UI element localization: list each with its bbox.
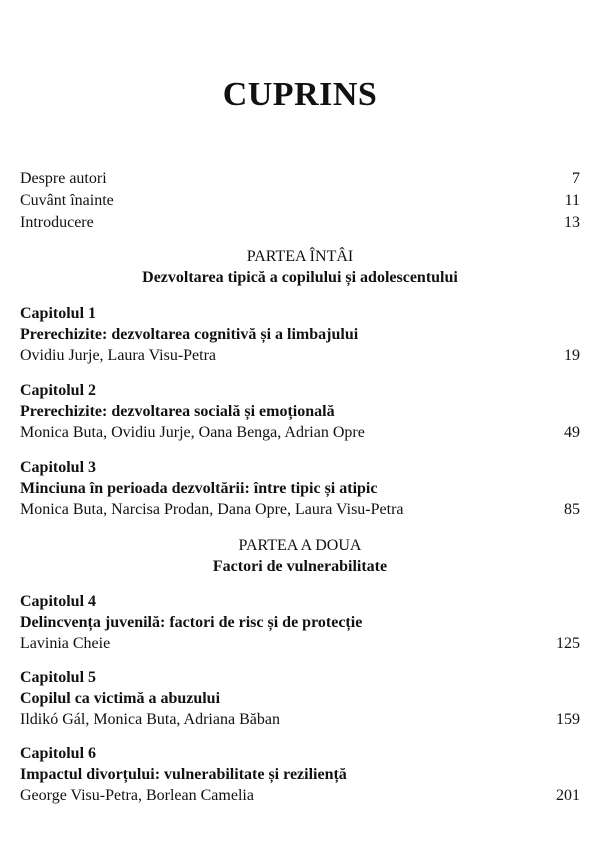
chapter-label: Capitolul 1 <box>20 305 97 322</box>
chapter-page: 125 <box>556 635 580 652</box>
chapter-authors: Ildikó Gál, Monica Buta, Adriana Băban <box>20 711 280 728</box>
chapter-2[interactable] <box>20 380 580 443</box>
chapter-authors: Monica Buta, Narcisa Prodan, Dana Opre, Laura Visu-Petra <box>20 501 404 518</box>
chapter-authors: Lavinia Cheie <box>20 635 111 652</box>
toc-entry-page: 13 <box>564 214 580 231</box>
chapter-6[interactable] <box>20 743 580 806</box>
chapter-title: Prerechizite: dezvoltarea cognitivă și a limbajului <box>20 326 359 343</box>
chapter-title: Copilul ca victimă a abuzului <box>20 690 221 707</box>
chapter-page: 159 <box>556 711 580 728</box>
part-subtitle: Factori de vulnerabilitate <box>212 558 388 575</box>
part-heading-2 <box>20 535 580 577</box>
toc-entry-label: Cuvânt înainte <box>20 192 114 209</box>
chapter-authors: George Visu-Petra, Borlean Camelia <box>20 787 254 804</box>
chapter-4[interactable] <box>20 591 580 654</box>
chapter-authors: Monica Buta, Ovidiu Jurje, Oana Benga, Adrian Opre <box>20 424 365 441</box>
chapter-5[interactable] <box>20 667 580 730</box>
toc-entry-page: 11 <box>564 192 580 209</box>
part-subtitle: Dezvoltarea tipică a copilului și adolescentului <box>142 269 458 286</box>
page-title: CUPRINS <box>222 76 378 113</box>
chapter-label: Capitolul 6 <box>20 745 97 762</box>
toc-entry[interactable] <box>20 168 580 190</box>
chapter-page: 49 <box>564 424 580 441</box>
chapter-label: Capitolul 4 <box>20 593 97 610</box>
intro-entries <box>20 168 580 234</box>
chapter-title: Prerechizite: dezvoltarea socială și emoțională <box>20 403 335 420</box>
chapter-title: Impactul divorțului: vulnerabilitate și reziliență <box>20 766 347 783</box>
toc-entry[interactable] <box>20 212 580 234</box>
chapter-title: Delincvența juvenilă: factori de risc și de protecție <box>20 614 363 631</box>
chapter-page: 201 <box>556 787 580 804</box>
chapter-label: Capitolul 3 <box>20 459 97 476</box>
part-label: PARTEA A DOUA <box>238 537 362 554</box>
toc-entry[interactable] <box>20 190 580 212</box>
toc-entry-label: Introducere <box>20 214 94 231</box>
chapter-page: 19 <box>564 347 580 364</box>
chapter-label: Capitolul 5 <box>20 669 97 686</box>
chapter-page: 85 <box>564 501 580 518</box>
chapter-label: Capitolul 2 <box>20 382 97 399</box>
toc-entry-label: Despre autori <box>20 170 107 187</box>
part-heading-1 <box>20 246 580 288</box>
chapter-title: Minciuna în perioada dezvoltării: între tipic și atipic <box>20 480 378 497</box>
chapter-authors: Ovidiu Jurje, Laura Visu-Petra <box>20 347 217 364</box>
part-label: PARTEA ÎNTÂI <box>246 248 354 265</box>
chapter-1[interactable] <box>20 303 580 366</box>
chapter-3[interactable] <box>20 457 580 520</box>
toc-entry-page: 7 <box>572 170 580 187</box>
